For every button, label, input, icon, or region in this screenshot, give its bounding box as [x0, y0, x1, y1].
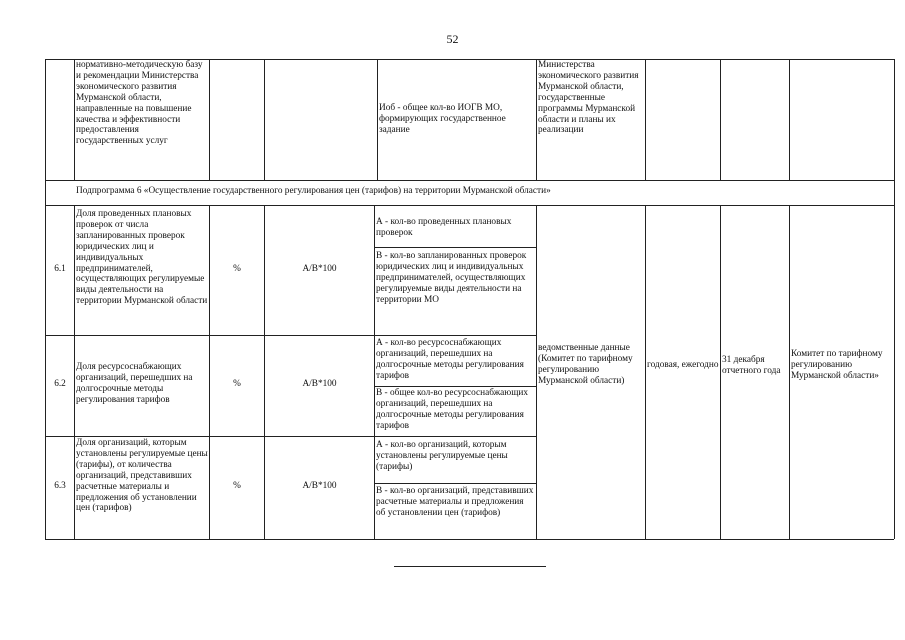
col-divider — [264, 59, 265, 180]
variable-a-cell: А - кол-во ресурсоснабжающих организаций, перешедших на долгосрочные методы регулирования тарифов — [376, 338, 524, 381]
row-divider — [45, 335, 536, 336]
page-number: 52 — [446, 32, 459, 46]
variable-cell: Иоб - общее кол-во ИОГВ МО, формирующих государственное задание — [379, 103, 506, 135]
row-number: 6.3 — [54, 481, 66, 491]
sub-divider — [374, 386, 536, 387]
subprogram-title: Подпрограмма 6 «Осуществление государственного регулирования цен (тарифов) на территории Мурманской области» — [76, 186, 551, 196]
sub-divider — [374, 247, 536, 248]
unit-cell: % — [233, 481, 241, 491]
table-border-bottom — [45, 539, 894, 540]
row-number: 6.1 — [54, 264, 66, 274]
variable-b-cell: В - кол-во организаций, представивших расчетные материалы и предложения об установлении цен (тарифов) — [376, 486, 534, 518]
table-border-left — [45, 59, 46, 539]
row-number: 6.2 — [54, 379, 66, 389]
unit-cell: % — [233, 264, 241, 274]
variable-b-cell: В - общее кол-во ресурсоснабжающих организаций, перешедших на долгосрочные методы регулирования тарифов — [376, 388, 528, 431]
table-border-right — [894, 59, 895, 539]
data-source-cell: Министерства экономического развития Мурманской области, государственные программы Мурманской области и планы их реализации — [538, 60, 639, 136]
deadline-cell: 31 декабря отчетного года — [722, 355, 781, 376]
variable-b-cell: В - кол-во запланированных проверок юридических лиц и индивидуальных предпринимателей, осуществляющих регулируемые виды деятельности на территории МО — [376, 251, 527, 305]
formula-cell: А/В*100 — [302, 379, 337, 389]
row-divider — [45, 436, 536, 437]
responsible-cell: Комитет по тарифному регулированию Мурманской области» — [791, 349, 883, 381]
formula-cell: А/В*100 — [302, 481, 337, 491]
variable-a-cell: А - кол-во проведенных плановых проверок — [376, 217, 512, 238]
indicator-name-cell: Доля проведенных плановых проверок от числа запланированных проверок юридических лиц и индивидуальных предпринимателей, осуществляющих регулируемые виды деятельности на территории Мурманской области — [76, 209, 208, 307]
sub-divider — [374, 483, 536, 484]
col-divider — [720, 59, 721, 180]
col-divider — [645, 59, 646, 180]
indicator-name-cell: Доля организаций, которым установлены регулируемые цены (тарифы), от количества организаций, представивших расчетные материалы и предложения об установлении цен (тарифов) — [76, 438, 208, 514]
col-divider — [209, 59, 210, 180]
frequency-cell: годовая, ежегодно — [647, 360, 719, 370]
unit-cell: % — [233, 379, 241, 389]
data-source-cell: ведомственные данные (Комитет по тарифному регулированию Мурманской области) — [538, 343, 633, 386]
variable-a-cell: А - кол-во организаций, которым установлены регулируемые цены (тарифы) — [376, 440, 508, 472]
indicator-name-cell: Доля ресурсоснабжающих организаций, перешедших на долгосрочные методы регулирования тарифов — [76, 362, 193, 405]
indicator-name-cell: нормативно-методическую базу и рекомендации Министерства экономического развития Мурманской области, направленные на повышение качества и эффективности предоставления государственных услуг — [76, 60, 203, 147]
row-divider — [45, 180, 894, 181]
footnote-separator — [394, 566, 546, 567]
row-divider — [45, 205, 894, 206]
formula-cell: А/В*100 — [302, 264, 337, 274]
col-divider — [789, 59, 790, 180]
